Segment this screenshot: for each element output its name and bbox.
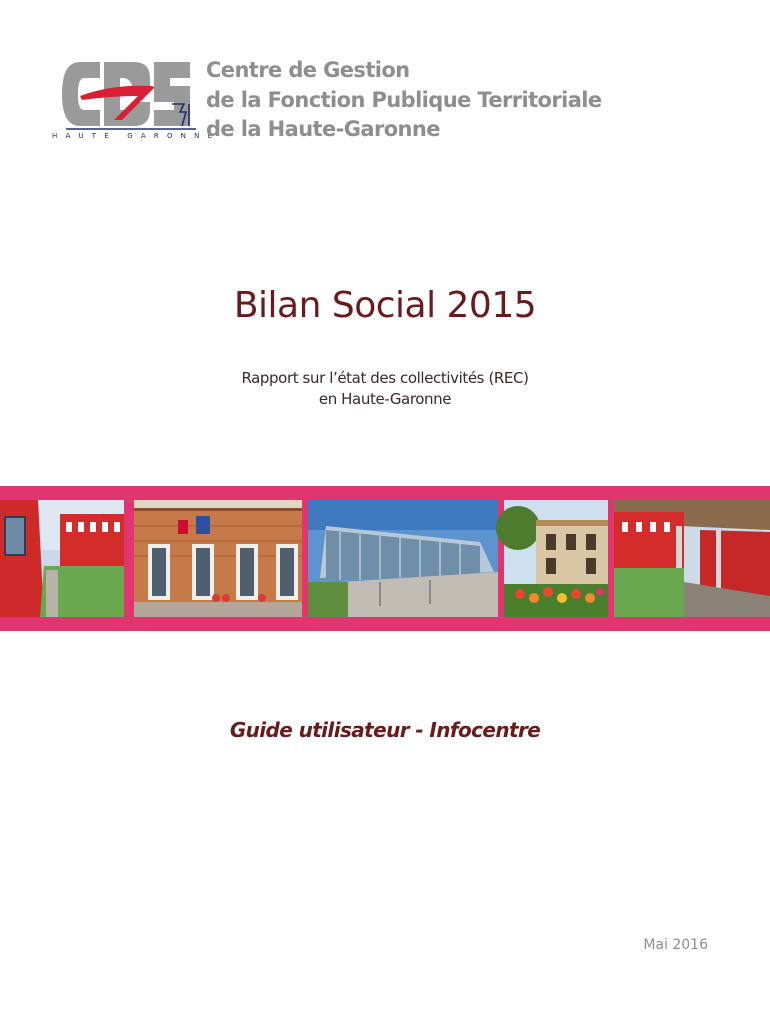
publication-date: Mai 2016 xyxy=(643,937,708,953)
modern-glass-building-photo xyxy=(308,500,498,617)
guide-title: Guide utilisateur - Infocentre xyxy=(229,718,541,742)
old-building-flowers-photo xyxy=(496,500,608,617)
cdg31-logo xyxy=(52,56,221,146)
org-line-2: de la Fonction Publique Territoriale xyxy=(206,87,602,112)
photo-band xyxy=(0,486,770,631)
red-building-walkway-photo xyxy=(614,500,770,617)
brick-town-hall-photo xyxy=(134,500,302,617)
org-line-1: Centre de Gestion xyxy=(206,58,410,82)
document-title: Bilan Social 2015 xyxy=(233,285,537,326)
subtitle-line-1: Rapport sur l’état des collectivités (REC) xyxy=(241,369,529,387)
logo-tagline: HAUTE GARONNE xyxy=(52,132,221,140)
organization-name xyxy=(206,56,602,145)
subtitle-line-2: en Haute-Garonne xyxy=(318,390,452,408)
document-subtitle xyxy=(0,368,770,410)
org-line-3: de la Haute-Garonne xyxy=(206,117,440,141)
red-building-courtyard-photo xyxy=(0,500,124,617)
cdg-logo-mark xyxy=(52,56,198,132)
